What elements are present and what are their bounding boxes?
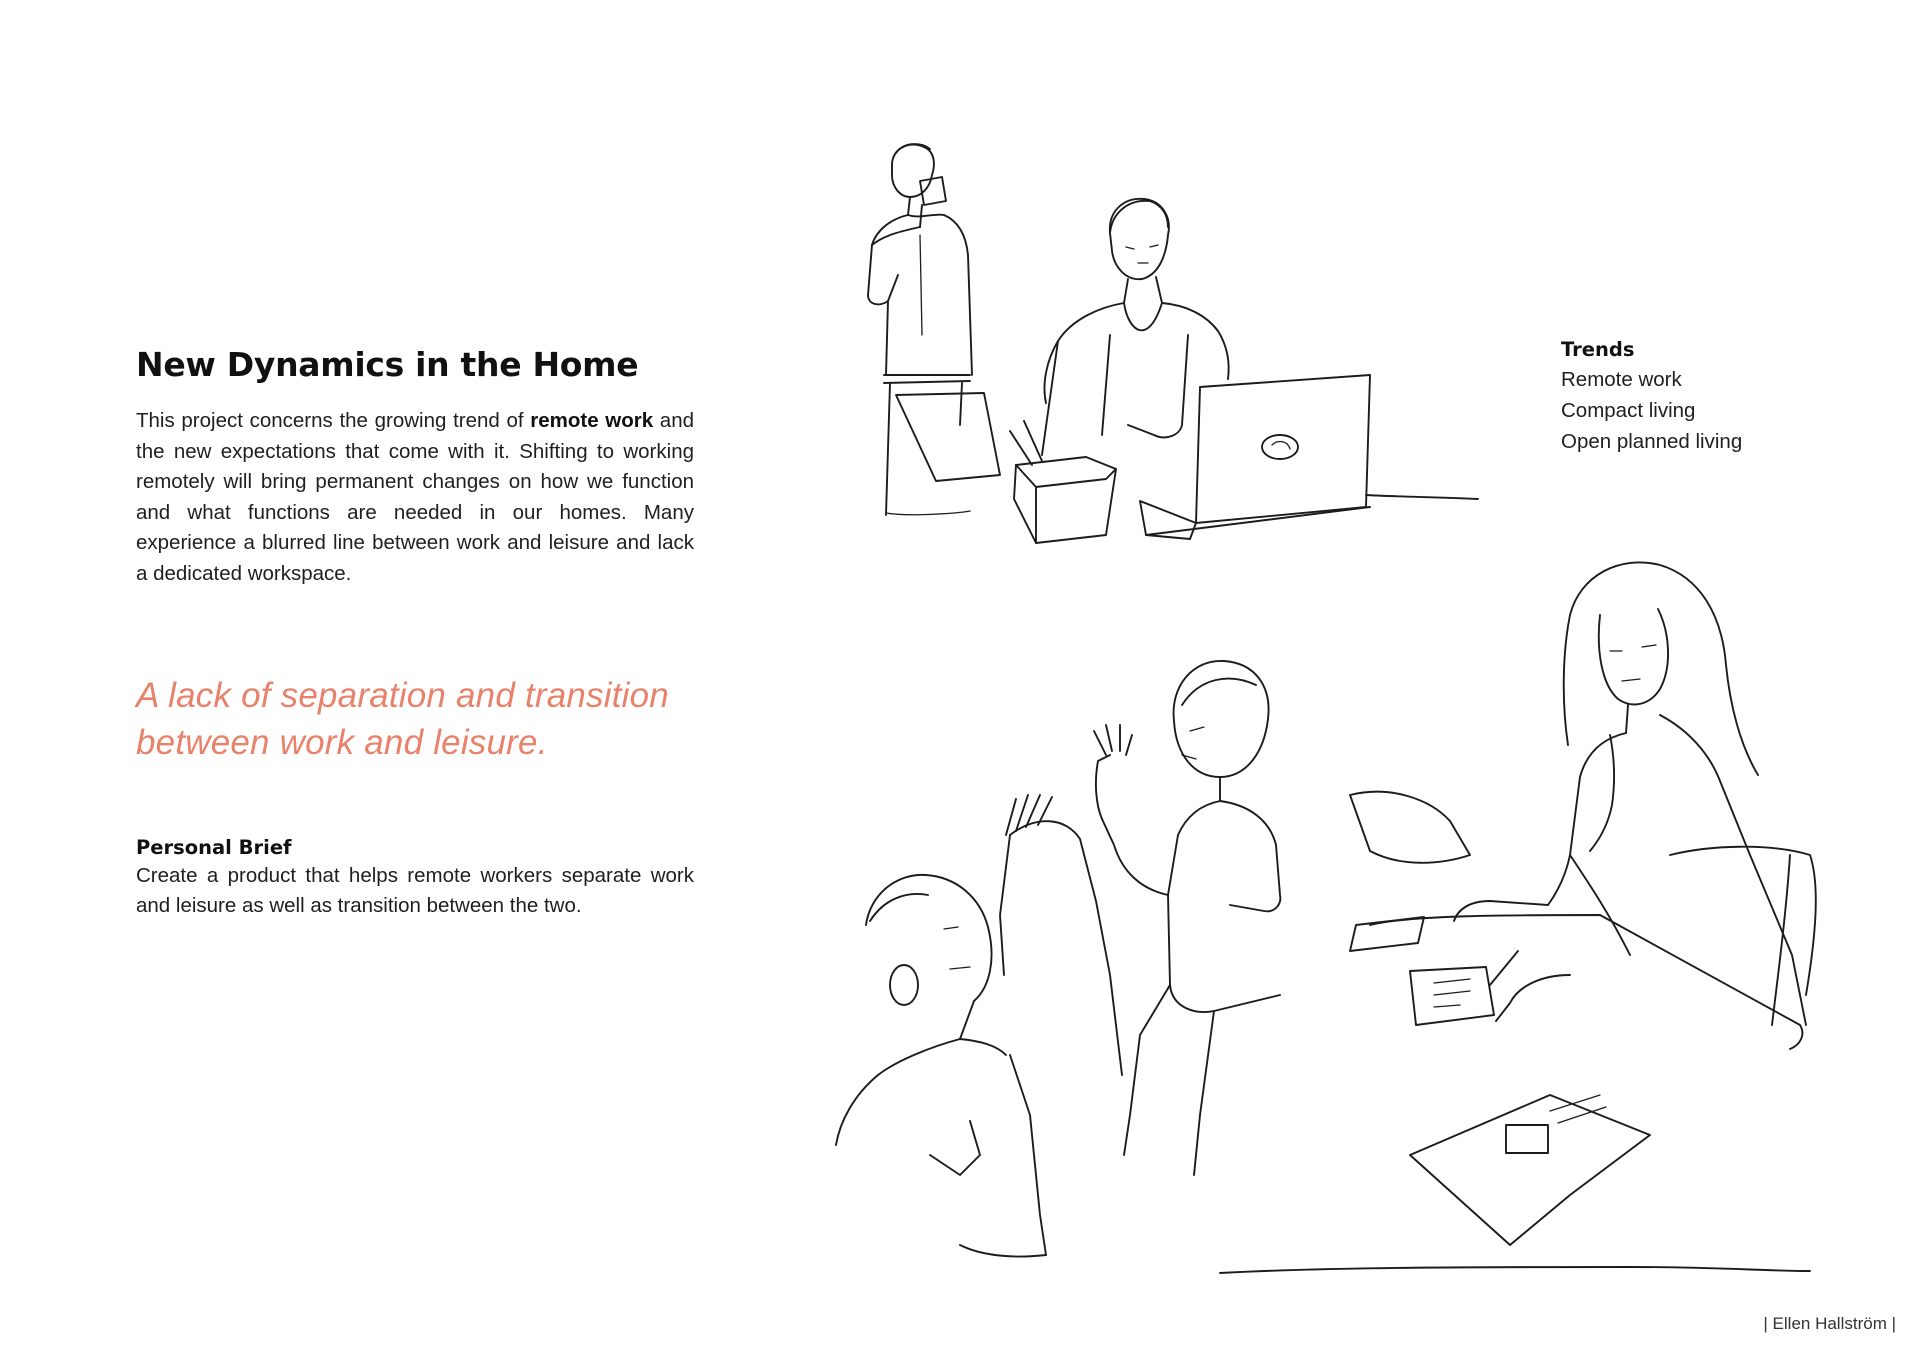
- floor-line: [886, 511, 970, 515]
- page-title: New Dynamics in the Home: [136, 345, 639, 384]
- intro-highlight-remote-work: remote work: [530, 409, 654, 432]
- trends-heading: Trends: [1561, 338, 1635, 361]
- laptop-drawing: [1140, 375, 1370, 539]
- personal-brief-text: Create a product that helps remote workers separate work and leisure as well as transition between the two.: [136, 863, 694, 918]
- chair-drawing: [1670, 847, 1816, 1025]
- trend-item: Open planned living: [1561, 429, 1743, 453]
- floor-line: [1220, 1267, 1810, 1273]
- standing-man-drawing: [868, 144, 972, 515]
- sketch-family-home: [810, 555, 1910, 1275]
- father-drawing: [836, 795, 1122, 1257]
- takeaway-box-drawing: [1010, 421, 1116, 543]
- left-text-column: [136, 345, 694, 922]
- trend-item: Compact living: [1561, 398, 1696, 422]
- intro-text-end: and the new expectations that come with it. Shifting to working remotely will bring permanent changes on how we function and what functions are needed in our homes. Many experience a blurred line between work and leisure and lack a dedicated workspace.: [136, 409, 694, 585]
- trend-item: Remote work: [1561, 368, 1682, 391]
- table-edge-line: [1370, 915, 1802, 1049]
- personal-brief-heading: Personal Brief: [136, 835, 292, 859]
- tablet-drawing: [896, 393, 1000, 481]
- trends-list: [1561, 365, 1891, 457]
- seated-man-drawing: [1042, 199, 1229, 455]
- mother-drawing: [1454, 562, 1806, 1025]
- table-edge-line: [1366, 495, 1478, 499]
- sketch-remote-workers: [810, 135, 1490, 555]
- pull-quote: A lack of separation and transition between work and leisure.: [136, 675, 669, 762]
- papers-drawing: [1350, 792, 1650, 1245]
- author-footer: | Ellen Hallström |: [1763, 1314, 1896, 1333]
- intro-text-start: This project concerns the growing trend of: [136, 409, 531, 432]
- child-drawing: [1094, 661, 1280, 1175]
- trends-section: [1561, 338, 1891, 457]
- intro-paragraph: [136, 406, 694, 590]
